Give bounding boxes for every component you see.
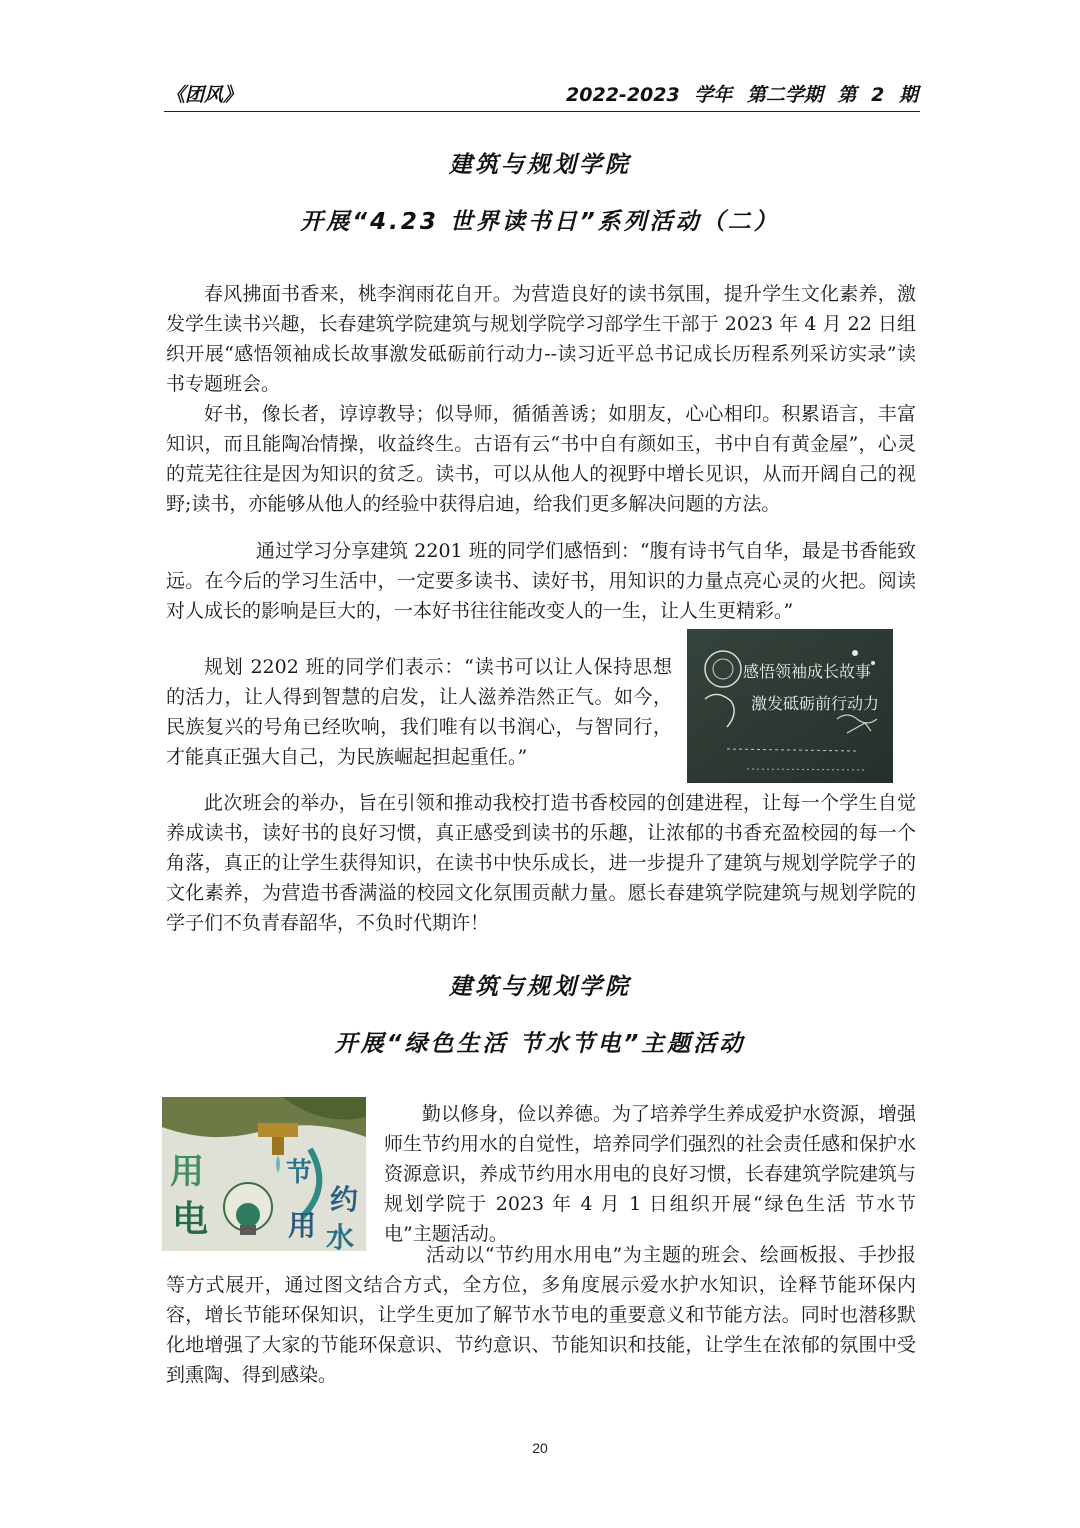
article1-title-line2: 开展“4.23 世界读书日”系列活动（二）: [300, 209, 780, 235]
running-header: [166, 80, 918, 108]
article1-paragraph-3: 通过学习分享建筑 2201 班的同学们感悟到：“腹有诗书气自华，最是书香能致远。在今后的学习生活中，一定要多读书、读好书，用知识的力量点亮心灵的火把。阅读对人成长的影响是巨大的，一本好书往往能改变人的一生，让人生更精彩。”: [166, 540, 916, 622]
header-rule: [164, 111, 920, 112]
article1-paragraph-5: 此次班会的举办，旨在引领和推动我校打造书香校园的创建进程，让每一个学生自觉养成读书，读好书的良好习惯，真正感受到读书的乐趣，让浓郁的书香充盈校园的每一个角落，真正的让学生获得知识，在读书中快乐成长，进一步提升了建筑与规划学院学子的文化素养，为营造书香满溢的校园文化氛围贡献力量。愿长春建筑学院建筑与规划学院的学子们不负青春韶华，不负时代期许！: [166, 792, 916, 934]
article1-paragraph-1: 春风拂面书香来，桃李润雨花自开。为营造良好的读书氛围，提升学生文化素养，激发学生读书兴趣，长春建筑学院建筑与规划学院学习部学生干部于 2023 年 4 月 22 日组织开展“感悟领袖成长故事激发砥砺前行动力--读习近平总书记成长历程系列采访实录”读书专题班会。: [166, 283, 916, 395]
board-text-1: 感悟领袖成长故事: [743, 662, 872, 681]
drawing-char-4: 约: [330, 1183, 359, 1216]
article2-paragraph-2: 活动以“节约用水用电”为主题的班会、绘画板报、手抄报等方式展开，通过图文结合方式，全方位，多角度展示爱水护水知识，诠释节能环保内容，增长节能环保知识，让学生更加了解节水节电的重要意义和节能方法。同时也潜移默化地增强了大家的节能环保意识、节约意识、节能知识和技能，让学生在浓郁的氛围中受到熏陶、得到感染。: [166, 1244, 916, 1386]
drawing-char-2: 电: [172, 1199, 209, 1240]
drawing-char-1: 用: [170, 1152, 204, 1192]
poster-drawing: [162, 1097, 366, 1251]
page-number: 20: [532, 1440, 548, 1456]
drawing-char-6: 水: [326, 1221, 355, 1251]
article2-title-line1: 建筑与规划学院: [449, 974, 631, 1000]
article2-paragraph-1: 勤以修身，俭以养德。为了培养学生养成爱护水资源，增强师生节约用水的自觉性，培养同学们强烈的社会责任感和保护水资源意识，养成节约用水用电的良好习惯，长春建筑学院建筑与规划学院于 2023 年 4 月 1 日组织开展“绿色生活 节水节电”主题活动。: [384, 1103, 917, 1245]
drawing-char-3: 节: [286, 1158, 313, 1188]
board-text-2: 激发砥砺前行动力: [751, 694, 880, 713]
article1-paragraph-2: 好书，像长者，谆谆教导；似导师，循循善诱；如朋友，心心相印。积累语言，丰富知识，而且能陶冶情操，收益终生。古语有云“书中自有颜如玉，书中自有黄金屋”，心灵的荒芜往往是因为知识的贫乏。读书，可以从他人的视野中增长见识，从而开阔自己的视野;读书，亦能够从他人的经验中获得启迪，给我们更多解决问题的方法。: [166, 403, 916, 515]
blackboard-photo: [687, 629, 893, 783]
publication-name: 《团风》: [166, 84, 243, 106]
article2-title-line2: 开展“绿色生活 节水节电”主题活动: [334, 1031, 746, 1057]
water-saving-drawing-photo: [162, 1097, 366, 1251]
article1-title-line1: 建筑与规划学院: [449, 152, 631, 178]
issue-info: 2022-2023 学年 第二学期 第 2 期: [566, 84, 918, 106]
article1-paragraph-4: 规划 2202 班的同学们表示：“读书可以让人保持思想的活力，让人得到智慧的启发，让人滋养浩然正气。如今，民族复兴的号角已经吹响，我们唯有以书润心，与智同行，才能真正强大自己，为民族崛起担起重任。”: [166, 656, 672, 768]
drawing-char-5: 用: [288, 1209, 317, 1242]
blackboard-drawing: [687, 629, 893, 783]
